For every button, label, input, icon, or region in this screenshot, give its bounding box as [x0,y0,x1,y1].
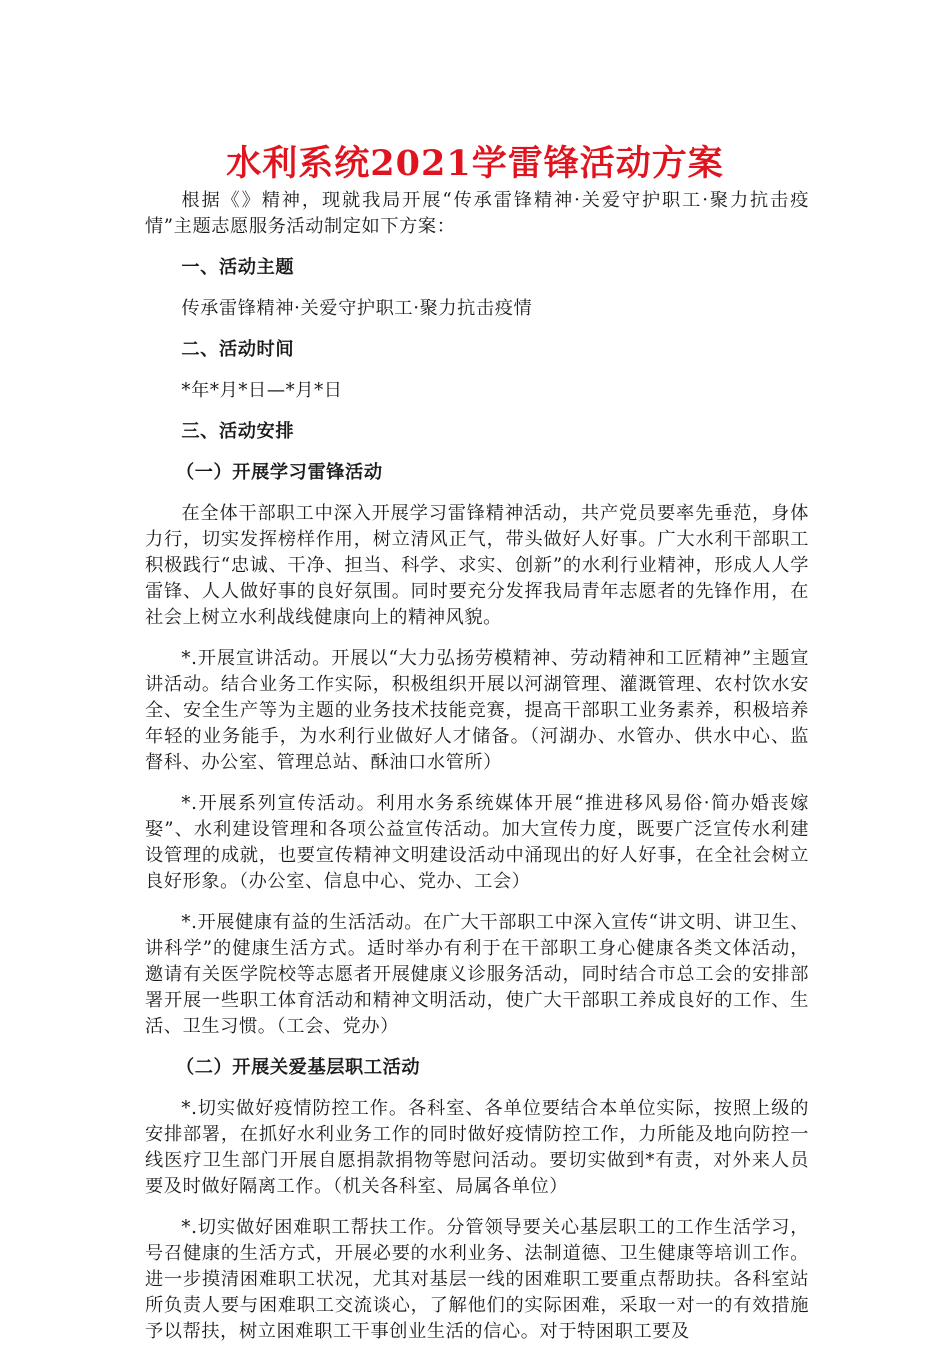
subsection-heading-learning: （一）开展学习雷锋活动 [175,462,383,483]
document-body [145,188,809,1360]
learning-paragraph-3: *.开展系列宣传活动。利用水务系统媒体开展“推进移风易俗·简办婚丧嫁娶”、水利建设管理和各项公益宣传活动。加大宣传力度，既要广泛宣传水利建设管理的成就，也要宣传精神文明建设活动中涌现出的好人好事，在全社会树立良好形象。（办公室、信息中心、党办、工会） [145,793,809,892]
section-heading-theme: 一、活动主题 [181,257,295,278]
section-heading-time: 二、活动时间 [181,339,295,360]
learning-paragraph-4: *.开展健康有益的生活活动。在广大干部职工中深入宣传“讲文明、讲卫生、讲科学”的健康生活方式。适时举办有利于在干部职工身心健康各类文体活动，邀请有关医学院校等志愿者开展健康义诊服务活动，同时结合市总工会的安排部署开展一些职工体育活动和精神文明活动，使广大干部职工养成良好的工作、生活、卫生习惯。（工会、党办） [145,912,809,1037]
theme-text: 传承雷锋精神·关爱守护职工·聚力抗击疫情 [181,298,533,319]
learning-paragraph-2: *.开展宣讲活动。开展以“大力弘扬劳模精神、劳动精神和工匠精神”主题宣讲活动。结合业务工作实际，积极组织开展以河湖管理、灌溉管理、农村饮水安全、安全生产等为主题的业务技术技能竞赛，提高干部职工业务素养，积极培养年轻的业务能手，为水利行业做好人才储备。（河湖办、水管办、供水中心、监督科、办公室、管理总站、酥油口水管所） [145,648,809,773]
time-text: *年*月*日—*月*日 [181,380,343,401]
subsection-heading-care: （二）开展关爱基层职工活动 [175,1057,421,1078]
care-paragraph-1: *.切实做好疫情防控工作。各科室、各单位要结合本单位实际，按照上级的安排部署，在抓好水利业务工作的同时做好疫情防控工作，力所能及地向防控一线医疗卫生部门开展自愿捐款捐物等慰问活动。要切实做到*有责，对外来人员要及时做好隔离工作。（机关各科室、局属各单位） [145,1098,809,1197]
section-heading-arrangement: 三、活动安排 [181,421,295,442]
document-title: 水利系统2021学雷锋活动方案 [226,143,724,184]
learning-paragraph-1: 在全体干部职工中深入开展学习雷锋精神活动，共产党员要率先垂范，身体力行，切实发挥榜样作用，树立清风正气，带头做好人好事。广大水利干部职工积极践行“忠诚、干净、担当、科学、求实、创新”的水利行业精神，形成人人学雷锋、人人做好事的良好氛围。同时要充分发挥我局青年志愿者的先锋作用，在社会上树立水利战线健康向上的精神风貌。 [145,503,809,628]
intro-paragraph: 根据《》精神，现就我局开展“传承雷锋精神·关爱守护职工·聚力抗击疫情”主题志愿服务活动制定如下方案： [145,190,809,237]
care-paragraph-2: *.切实做好困难职工帮扶工作。分管领导要关心基层职工的工作生活学习，号召健康的生活方式，开展必要的水利业务、法制道德、卫生健康等培训工作。进一步摸清困难职工状况，尤其对基层一线的困难职工要重点帮助扶。各科室站所负责人要与困难职工交流谈心，了解他们的实际困难，采取一对一的有效措施予以帮扶，树立困难职工干事创业生活的信心。对于特困职工要及 [145,1217,809,1342]
